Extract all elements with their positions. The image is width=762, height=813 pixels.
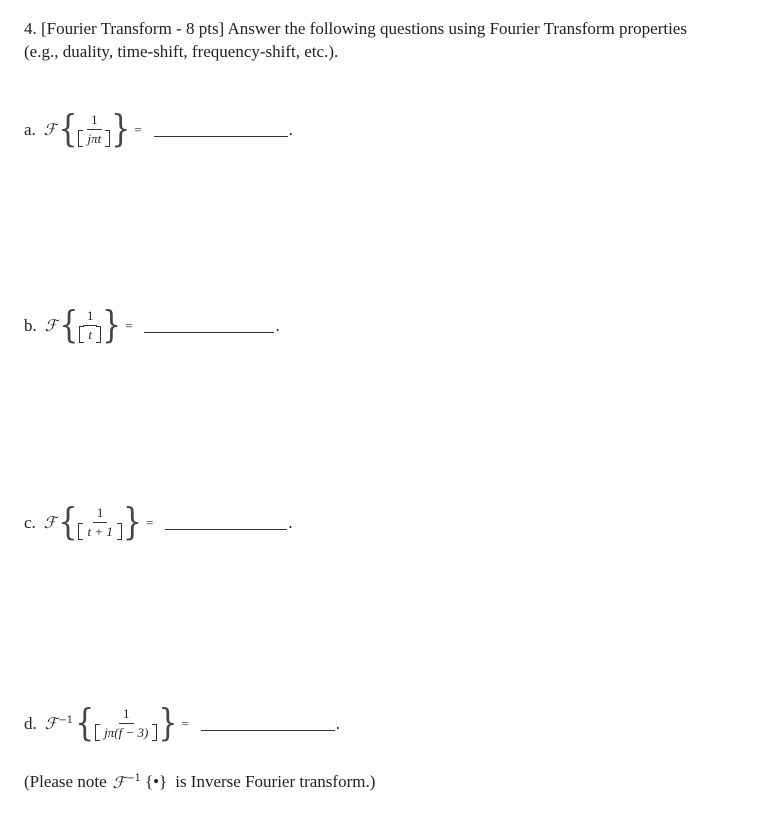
fourier-operator-symbol: ℱ	[44, 316, 58, 335]
question-d-numerator: 1	[119, 706, 134, 724]
question-c-numerator: 1	[93, 505, 108, 523]
floor-bracket	[95, 724, 157, 741]
inverse-fourier-operator-symbol	[113, 773, 141, 792]
equals-sign: =	[125, 317, 133, 333]
left-brace: {	[58, 500, 78, 544]
question-a-fraction	[78, 112, 110, 147]
right-brace: }	[102, 303, 122, 347]
inverse-superscript: −1	[126, 773, 141, 785]
question-b-label: b.	[24, 315, 37, 335]
inverse-fourier-operator-symbol	[45, 714, 73, 733]
question-d-label: d.	[24, 713, 37, 733]
inverse-superscript: −1	[58, 714, 74, 726]
question-b-denominator: t	[88, 327, 93, 342]
note-argument: {•}	[144, 772, 168, 791]
equals-sign: =	[181, 715, 189, 731]
left-brace: {	[59, 303, 79, 347]
question-c-denominator: t + 1	[87, 524, 113, 539]
floor-bracket	[78, 523, 121, 540]
question-d-denominator: jπ(f − 3)	[104, 725, 149, 740]
question-a-numerator: 1	[87, 112, 102, 130]
terminator-period: .	[275, 315, 280, 335]
question-d-fraction	[95, 706, 157, 741]
note-suffix: is Inverse Fourier transform.)	[175, 772, 376, 791]
question-a-denominator: jπt	[87, 131, 102, 146]
floor-bracket	[79, 326, 101, 343]
terminator-period: .	[335, 713, 341, 733]
question-a	[24, 107, 293, 151]
right-brace: }	[122, 500, 142, 544]
terminator-period: .	[288, 119, 293, 139]
question-b-numerator: 1	[83, 308, 98, 326]
question-d	[24, 701, 341, 745]
fourier-operator-symbol: ℱ	[43, 120, 57, 139]
operator-glyph: ℱ	[112, 772, 126, 792]
left-brace: {	[75, 701, 95, 745]
question-c-label: c.	[24, 512, 36, 532]
question-b-answer-blank[interactable]	[144, 318, 274, 333]
right-brace: }	[111, 107, 131, 151]
right-brace: }	[158, 701, 178, 745]
question-c-answer-blank[interactable]	[165, 515, 287, 530]
equals-sign: =	[134, 121, 142, 137]
question-a-answer-blank[interactable]	[154, 122, 288, 137]
question-c	[24, 500, 293, 544]
floor-bracket	[78, 130, 110, 147]
inverse-transform-note	[24, 772, 375, 792]
question-c-fraction	[78, 505, 121, 540]
question-d-answer-blank[interactable]	[201, 716, 335, 731]
question-header: 4. [Fourier Transform - 8 pts] Answer the following questions using Fourier Transform properties (e.g., duality, time-shift, frequency-shift, etc.).	[24, 19, 687, 61]
terminator-period: .	[288, 512, 293, 532]
question-a-label: a.	[24, 119, 36, 139]
fourier-operator-symbol: ℱ	[43, 513, 57, 532]
operator-glyph: ℱ	[44, 714, 58, 733]
question-b-fraction	[79, 308, 101, 343]
equals-sign: =	[145, 514, 154, 530]
left-brace: {	[58, 107, 78, 151]
question-b	[24, 303, 280, 347]
note-prefix: (Please note	[24, 772, 107, 791]
